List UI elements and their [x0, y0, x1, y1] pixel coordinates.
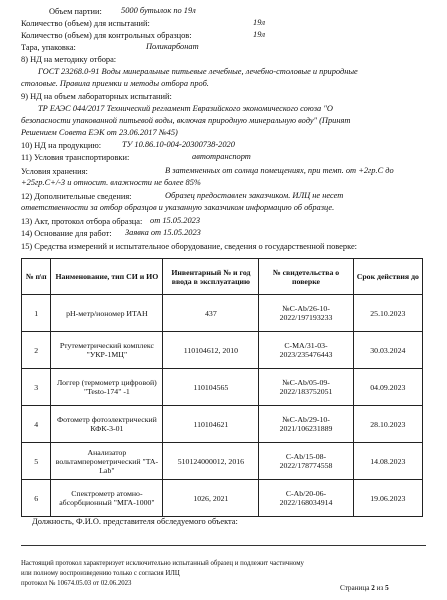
test-qty-value: 19л [253, 18, 266, 27]
product-nd-value: ТУ 10.86.10-004-20300738-2020 [122, 140, 235, 149]
cell-valid-until: 14.08.2023 [353, 443, 422, 480]
table-row [22, 480, 423, 517]
cell-num: 2 [22, 332, 51, 369]
extra-text-1: Образец предоставлен заказчиком. ИЛЦ не несет [165, 191, 344, 200]
cell-certificate: №С-Ab/26-10-2022/197193233 [259, 295, 353, 332]
cell-inventory: 510124000012, 2016 [163, 443, 259, 480]
table-row [22, 295, 423, 332]
cell-valid-until: 19.06.2023 [353, 480, 422, 517]
page-indicator [340, 584, 389, 593]
cell-valid-until: 25.10.2023 [353, 295, 422, 332]
cell-inventory: 437 [163, 295, 259, 332]
header-valid-until: Срок действия до [353, 259, 422, 295]
cell-valid-until: 28.10.2023 [353, 406, 422, 443]
cell-name: Ртутеметрический комплекс "УКР-1МЦ" [51, 332, 163, 369]
cell-certificate: С-Ab/15-08-2022/178774558 [259, 443, 353, 480]
page-prefix: Страница [340, 584, 372, 592]
cell-num: 5 [22, 443, 51, 480]
equipment-title: 15) Средства измерений и испытательное оборудование, сведения о государственной поверке: [21, 242, 357, 251]
header-certificate: № свидетельства о поверке [259, 259, 353, 295]
cell-inventory: 1026, 2021 [163, 480, 259, 517]
packaging-label: Тара, упаковка: [21, 43, 76, 52]
extra-text-2: ответственности за отбор образцов и указанную заказчиком информацию об образце. [21, 203, 335, 212]
storage-text-2: +25гр.С+/-3 и относит. влажности не более 85% [21, 178, 201, 187]
cell-num: 4 [22, 406, 51, 443]
control-qty-label: Количество (объем) для контрольных образцов: [21, 31, 192, 40]
lab-text-2: безопасности упакованной питьевой воды, включая природную минеральную воду" (Принят [21, 116, 351, 125]
extra-label: 12) Дополнительные сведения: [21, 192, 132, 201]
basis-value: Заявка от 15.05.2023 [125, 228, 201, 237]
cell-certificate: С-МА/31-03-2023/235476443 [259, 332, 353, 369]
footer-line-1: Настоящий протокол характеризует исключительно испытанный образец и подлежит частичному [21, 560, 304, 567]
cell-name: Логгер (термометр цифровой) "Testo-174" -1 [51, 369, 163, 406]
transport-value: автотранспорт [192, 152, 251, 161]
test-qty-label: Количество (объем) для испытаний: [21, 19, 150, 28]
cell-certificate: С-Ab/20-06-2022/168034914 [259, 480, 353, 517]
control-qty-value: 19л [253, 30, 266, 39]
batch-volume-label: Объем партии: [49, 7, 102, 16]
equipment-table [21, 258, 423, 517]
cell-inventory: 110104565 [163, 369, 259, 406]
table-row [22, 443, 423, 480]
cell-num: 6 [22, 480, 51, 517]
table-row [22, 332, 423, 369]
batch-volume-value: 5000 бутылок по 19л [121, 6, 196, 15]
cell-valid-until: 30.03.2024 [353, 332, 422, 369]
cell-name: Спектрометр атомно-абсорбционный "МГА-1000" [51, 480, 163, 517]
cell-name: Анализатор вольтамперометрический "TA-Lab" [51, 443, 163, 480]
lab-text-3: Решением Совета ЕЭК от 23.06.2017 №45) [21, 128, 178, 137]
cell-inventory: 110104612, 2010 [163, 332, 259, 369]
header-inventory: Инвентарный № и год ввода в эксплуатацию [163, 259, 259, 295]
cell-valid-until: 04.09.2023 [353, 369, 422, 406]
header-num: № п\п [22, 259, 51, 295]
signature-label: Должность, Ф.И.О. представителя обследуемого объекта: [32, 517, 238, 526]
cell-certificate: №С-Ab/05-09-2022/183752051 [259, 369, 353, 406]
lab-text-1: ТР ЕАЭС 044/2017 Технический регламент Евразийского экономического союза "О [38, 104, 333, 113]
table-row [22, 369, 423, 406]
cell-certificate: №С-Ab/29-10-2021/106231889 [259, 406, 353, 443]
transport-label: 11) Условия транспортировки: [21, 153, 130, 162]
table-header-row [22, 259, 423, 295]
cell-name: pH-метр/иономер ИТАН [51, 295, 163, 332]
cell-inventory: 110104621 [163, 406, 259, 443]
footer-line-3: протокол № 10674.05.03 от 02.06.2023 [21, 580, 132, 587]
method-text-1: ГОСТ 23268.0-91 Воды минеральные питьевые лечебные, лечебно-столовые и природные [38, 67, 358, 76]
basis-label: 14) Основание для работ: [21, 229, 112, 238]
storage-text-1: В затемненных от солнца помещениях, при темп. от +2гр.С до [165, 166, 394, 175]
page-total: 5 [385, 584, 389, 592]
page-of: из [374, 584, 386, 592]
footer-line-2: или полному воспроизведению только с согласия ИЛЦ [21, 570, 180, 577]
method-title: 8) НД на методику отбора: [21, 55, 117, 64]
act-value: от 15.05.2023 [150, 216, 201, 225]
method-text-2: столовые. Правила приемки и методы отбора проб. [21, 79, 209, 88]
lab-title: 9) НД на объем лабораторных испытаний: [21, 92, 172, 101]
cell-num: 3 [22, 369, 51, 406]
page-current: 2 [371, 584, 375, 592]
table-row [22, 406, 423, 443]
cell-name: Фотометр фотоэлектрический КФК-3-01 [51, 406, 163, 443]
header-name: Наименование, тип СИ и ИО [51, 259, 163, 295]
act-label: 13) Акт, протокол отбора образца: [21, 217, 143, 226]
storage-label: Условия хранения: [21, 167, 88, 176]
cell-num: 1 [22, 295, 51, 332]
product-nd-label: 10) НД на продукцию: [21, 141, 102, 150]
packaging-value: Поликарбонат [146, 42, 199, 51]
signature-line [21, 545, 426, 546]
